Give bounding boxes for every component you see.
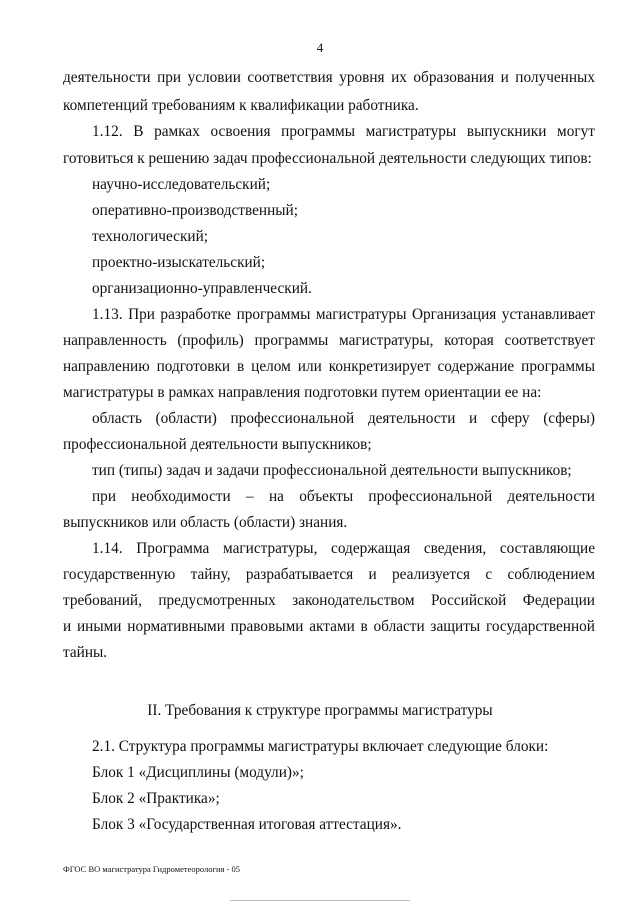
list-item: при необходимости – на объекты профессиональной деятельности bbox=[92, 488, 595, 505]
page-number: 4 bbox=[316, 40, 324, 55]
scan-edge-line bbox=[230, 900, 410, 901]
list-item: Блок 3 «Государственная итоговая аттестация». bbox=[92, 816, 402, 833]
paragraph-line: и иными нормативными правовыми актами в области защиты государственной bbox=[63, 618, 595, 635]
paragraph-line: государственную тайну, разрабатывается и реализуется с соблюдением bbox=[63, 566, 595, 583]
paragraph-line: требований, предусмотренных законодательством Российской Федерации bbox=[63, 592, 595, 609]
paragraph-line: готовиться к решению задач профессиональной деятельности следующих типов: bbox=[63, 150, 592, 167]
list-item: оперативно-производственный; bbox=[92, 202, 298, 219]
paragraph-line: 1.14. Программа магистратуры, содержащая сведения, составляющие bbox=[92, 540, 595, 557]
list-item: область (области) профессиональной деятельности и сферу (сферы) bbox=[92, 410, 595, 427]
paragraph-line: 1.13. При разработке программы магистратуры Организация устанавливает bbox=[92, 306, 595, 323]
paragraph-line: направленность (профиль) программы магистратуры, которая соответствует bbox=[63, 332, 595, 349]
paragraph-line: компетенций требованиям к квалификации работника. bbox=[63, 97, 419, 114]
list-item: профессиональной деятельности выпускников; bbox=[63, 436, 372, 453]
paragraph-line: магистратуры в рамках направления подготовки путем ориентации ее на: bbox=[63, 384, 542, 401]
list-item: Блок 1 «Дисциплины (модули)»; bbox=[92, 764, 304, 781]
paragraph-line: тайны. bbox=[63, 644, 108, 661]
paragraph-line: 2.1. Структура программы магистратуры включает следующие блоки: bbox=[92, 738, 549, 755]
section-heading: II. Требования к структуре программы магистратуры bbox=[147, 702, 493, 719]
list-item: технологический; bbox=[92, 228, 209, 245]
list-item: организационно-управленческий. bbox=[92, 280, 312, 297]
paragraph-line: 1.12. В рамках освоения программы магистратуры выпускники могут bbox=[92, 123, 595, 140]
list-item: выпускников или область (области) знания. bbox=[63, 514, 348, 531]
list-item: научно-исследовательский; bbox=[92, 176, 271, 193]
page-footer: ФГОС ВО магистратура Гидрометеорология - 05 bbox=[63, 864, 241, 874]
list-item: Блок 2 «Практика»; bbox=[92, 790, 220, 807]
list-item: проектно-изыскательский; bbox=[92, 254, 266, 271]
paragraph-line: деятельности при условии соответствия уровня их образования и полученных bbox=[63, 69, 595, 86]
paragraph-line: направлению подготовки в целом или конкретизирует содержание программы bbox=[63, 358, 595, 375]
list-item: тип (типы) задач и задачи профессиональной деятельности выпускников; bbox=[92, 462, 572, 479]
